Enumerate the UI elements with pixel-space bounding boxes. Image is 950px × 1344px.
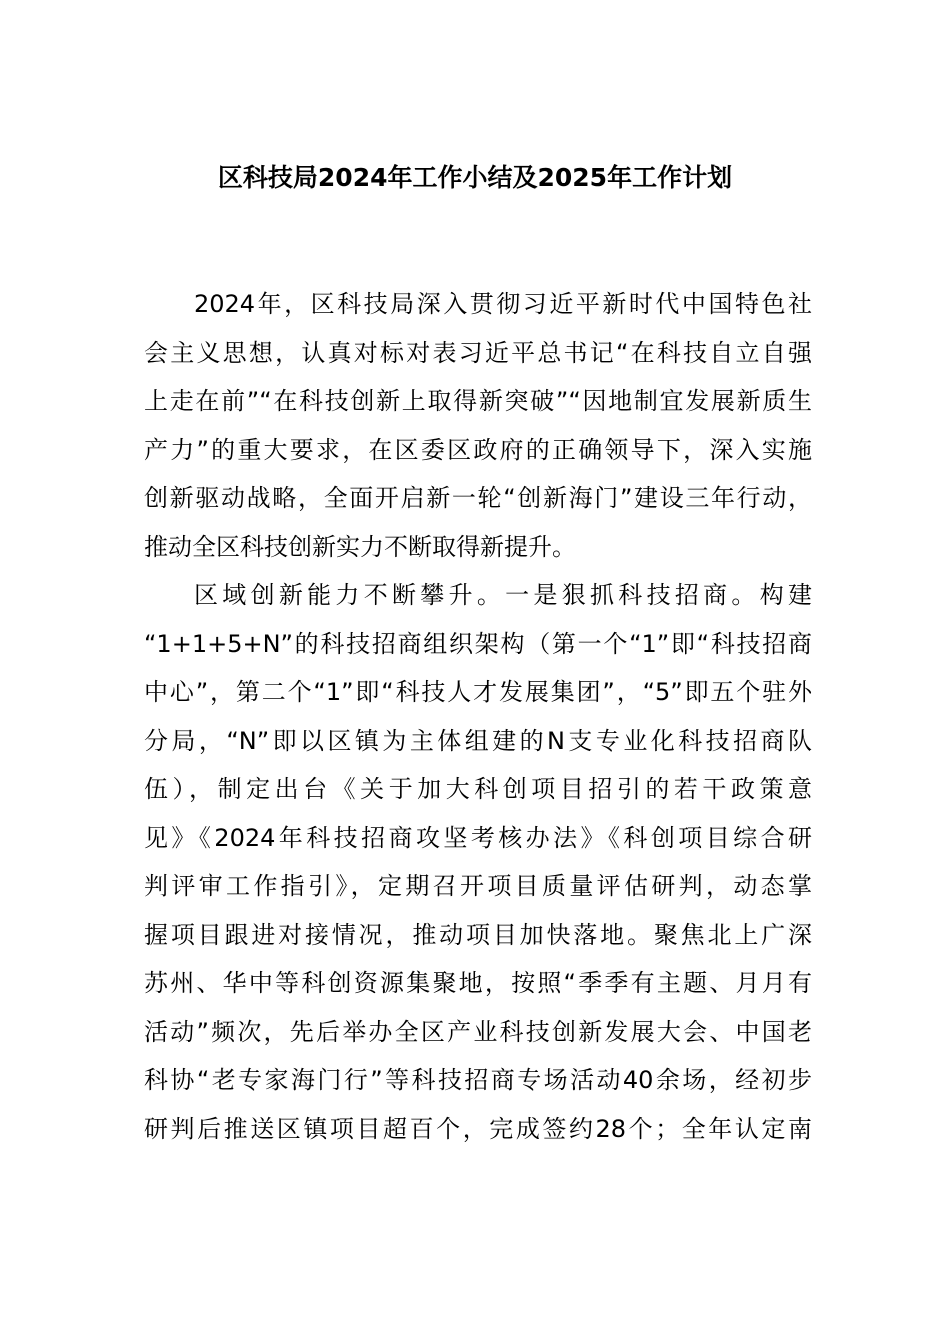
document-body [144,280,812,1153]
document-title: 区科技局2024年工作小结及2025年工作计划 [217,163,733,192]
paragraph-innovation [144,571,812,1153]
text-line: 推动全区科技创新实力不断取得新提升。 [144,532,576,561]
text-line: 握项目跟进对接情况，推动项目加快落地。聚焦北上广深 [144,920,812,949]
text-line: 苏州、华中等科创资源集聚地，按照“季季有主题、月月有 [144,969,812,997]
text-line: 判评审工作指引》，定期召开项目质量评估研判，动态掌 [144,872,812,900]
text-line: 产力”的重大要求，在区委区政府的正确领导下，深入实施 [144,435,812,464]
text-line: 伍），制定出台《关于加大科创项目招引的若干政策意 [144,775,812,803]
text-line: 上走在前”“在科技创新上取得新突破”“因地制宜发展新质生 [144,387,812,415]
text-line: 会主义思想，认真对标对表习近平总书记“在科技自立自强 [144,338,812,367]
text-line: “1+1+5+N”的科技招商组织架构（第一个“1”即“科技招商 [144,629,812,658]
text-line: 科协“老专家海门行”等科技招商专场活动40余场，经初步 [144,1066,812,1094]
paragraph-intro [144,280,812,571]
text-line: 2024年，区科技局深入贯彻习近平新时代中国特色社 [194,290,812,318]
text-line: 活动”频次，先后举办全区产业科技创新发展大会、中国老 [144,1017,812,1046]
text-line: 见》《2024年科技招商攻坚考核办法》《科创项目综合研 [144,823,812,852]
text-line: 中心”，第二个“1”即“科技人才发展集团”，“5”即五个驻外 [144,678,812,706]
text-line: 研判后推送区镇项目超百个，完成签约28个；全年认定南 [144,1114,812,1143]
text-line: 区域创新能力不断攀升。一是狠抓科技招商。构建 [194,581,812,609]
text-line: 创新驱动战略，全面开启新一轮“创新海门”建设三年行动， [144,484,812,512]
text-line: 分局，“N”即以区镇为主体组建的N支专业化科技招商队 [144,726,812,755]
